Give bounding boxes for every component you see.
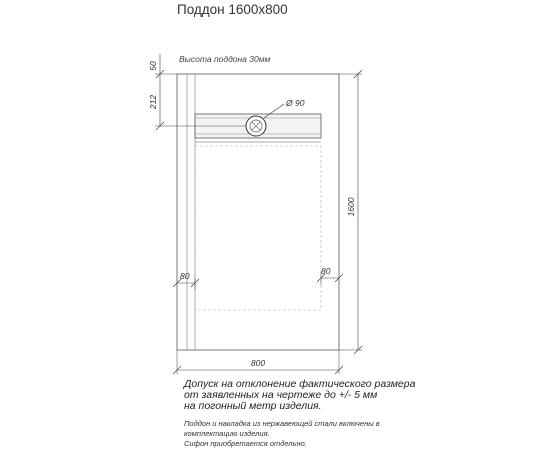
drain-offset-dimension: 212	[148, 94, 158, 110]
tray-rim-left	[187, 74, 195, 350]
drawing-title: Поддон 1600х800	[177, 2, 288, 17]
tolerance-line: Допуск на отклонение фактического размера	[184, 378, 416, 390]
note-line: комплектацию изделия.	[184, 429, 270, 438]
drain-diameter-label: Ø 90	[286, 98, 305, 108]
note-line: Поддон и накладка из нержавеющей стали включены в	[184, 419, 380, 428]
width-dimension: 800	[250, 358, 266, 368]
note-line: Сифон приобретается отдельно.	[184, 439, 307, 448]
inner-zone-outline	[195, 146, 321, 310]
tray-height-note: Высота поддона 30мм	[179, 54, 271, 64]
package-notes	[184, 419, 514, 449]
tolerance-line: на погонный метр изделия.	[184, 400, 322, 412]
right-margin-dimension: 80	[321, 266, 331, 276]
length-dimension: 1600	[346, 197, 356, 217]
tolerance-note	[184, 379, 514, 412]
top-edge-dimension: 50	[148, 61, 158, 71]
left-margin-dimension: 80	[180, 271, 190, 281]
tolerance-line: от заявленных на чертеже до +/- 5 мм	[184, 389, 378, 401]
